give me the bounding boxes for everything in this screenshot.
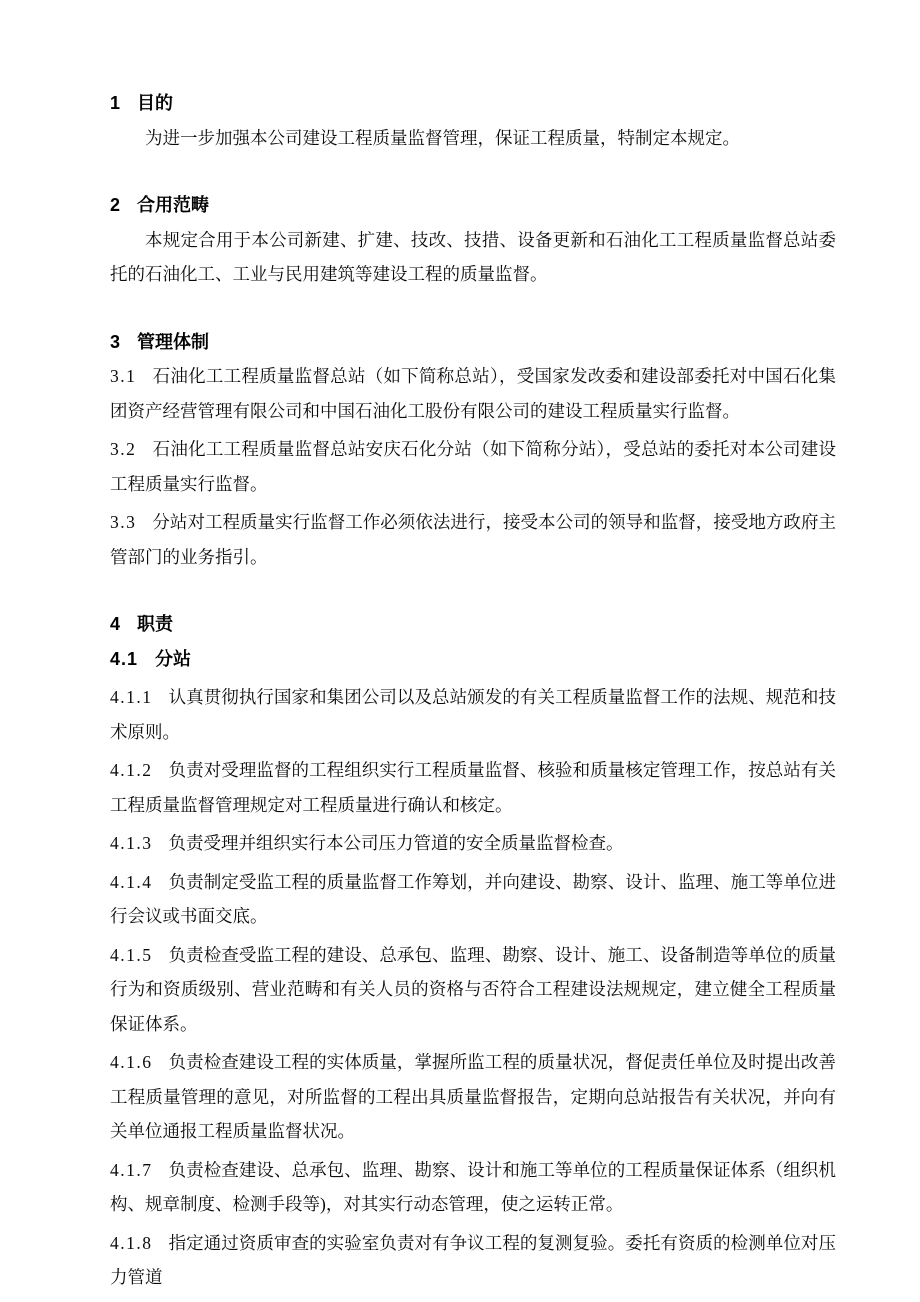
clause-4-1-7 — [110, 1153, 836, 1222]
clause-text: 负责受理并组织实行本公司压力管道的安全质量监督检查。 — [168, 833, 624, 853]
section-title: 职责 — [137, 614, 174, 634]
clause-number: 4.1.4 — [110, 871, 153, 892]
clause-4-1-2 — [110, 753, 836, 822]
clause-3-3 — [110, 505, 836, 574]
clause-number: 4.1.8 — [110, 1232, 153, 1253]
clause-text: 分站对工程质量实行监督工作必须依法进行，接受本公司的领导和监督，接受地方政府主管部门的业务指引。 — [110, 512, 836, 567]
clause-number: 4.1 — [110, 648, 139, 669]
section-title: 管理体制 — [137, 331, 210, 352]
clause-text: 负责制定受监工程的质量监督工作筹划，并向建设、勘察、设计、监理、施工等单位进行会议或书面交底。 — [110, 871, 836, 926]
clause-4-1-5 — [110, 938, 836, 1042]
section-scope — [110, 188, 836, 292]
section-number: 4 — [110, 614, 121, 634]
clause-number: 4.1.5 — [110, 944, 153, 965]
section-heading — [110, 607, 836, 642]
subsection-4-1 — [110, 642, 836, 677]
section-title: 目的 — [137, 93, 174, 113]
section-management-system — [110, 325, 836, 575]
clause-text: 认真贯彻执行国家和集团公司以及总站颁发的有关工程质量监督工作的法规、规范和技术原则。 — [110, 687, 836, 742]
clause-number: 4.1.7 — [110, 1159, 153, 1180]
clause-4-1-8 — [110, 1226, 836, 1295]
clause-number: 4.1.3 — [110, 833, 153, 853]
section-number: 2 — [110, 195, 121, 215]
paragraph: 本规定合用于本公司新建、扩建、技改、技措、设备更新和石油化工工程质量监督总站委托的石油化工、工业与民用建筑等建设工程的质量监督。 — [110, 229, 836, 284]
clause-text: 负责检查建设、总承包、监理、勘察、设计和施工等单位的工程质量保证体系（组织机构、规章制度、检测手段等)，对其实行动态管理，使之运转正常。 — [110, 1159, 836, 1214]
clause-number: 3.2 — [110, 439, 137, 459]
clause-4-1-4 — [110, 865, 836, 934]
section-heading — [110, 188, 836, 223]
clause-number: 3.3 — [110, 512, 137, 532]
section-number: 1 — [110, 93, 121, 113]
clause-3-1 — [110, 359, 836, 428]
clause-4-1-1 — [110, 680, 836, 749]
clause-number: 4.1.2 — [110, 760, 153, 780]
clause-3-2 — [110, 432, 836, 501]
clause-text: 指定通过资质审查的实验室负责对有争议工程的复测复验。委托有资质的检测单位对压力管道 — [110, 1232, 836, 1287]
section-number: 3 — [110, 331, 121, 352]
clause-text: 负责检查受监工程的建设、总承包、监理、勘察、设计、施工、设备制造等单位的质量行为和资质级别、营业范畴和有关人员的资格与否符合工程建设法规规定，建立健全工程质量保证体系。 — [110, 944, 836, 1034]
clause-text: 负责检查建设工程的实体质量，掌握所监工程的质量状况，督促责任单位及时提出改善工程质量管理的意见，对所监督的工程出具质量监督报告，定期向总站报告有关状况，并向有关单位通报工程质量监督状况。 — [110, 1052, 836, 1141]
section-title: 合用范畴 — [137, 195, 210, 215]
clause-text: 石油化工工程质量监督总站（如下简称总站），受国家发改委和建设部委托对中国石化集团资产经营管理有限公司和中国石油化工股份有限公司的建设工程质量实行监督。 — [110, 366, 836, 421]
clause-text: 负责对受理监督的工程组织实行工程质量监督、核验和质量核定管理工作，按总站有关工程质量监督管理规定对工程质量进行确认和核定。 — [110, 760, 836, 815]
clause-number: 3.1 — [110, 366, 137, 386]
section-heading — [110, 325, 836, 360]
document-content — [110, 86, 836, 1295]
clause-4-1-3 — [110, 826, 836, 861]
clause-number: 4.1.1 — [110, 687, 153, 707]
clause-number: 4.1.6 — [110, 1052, 153, 1072]
section-purpose — [110, 86, 836, 155]
clause-4-1-6 — [110, 1045, 836, 1149]
paragraph: 为进一步加强本公司建设工程质量监督管理，保证工程质量，特制定本规定。 — [145, 127, 740, 148]
subsection-title: 分站 — [155, 648, 192, 669]
section-responsibilities — [110, 607, 836, 1295]
clause-text: 石油化工工程质量监督总站安庆石化分站（如下简称分站），受总站的委托对本公司建设工程质量实行监督。 — [110, 439, 836, 494]
section-heading — [110, 86, 836, 121]
